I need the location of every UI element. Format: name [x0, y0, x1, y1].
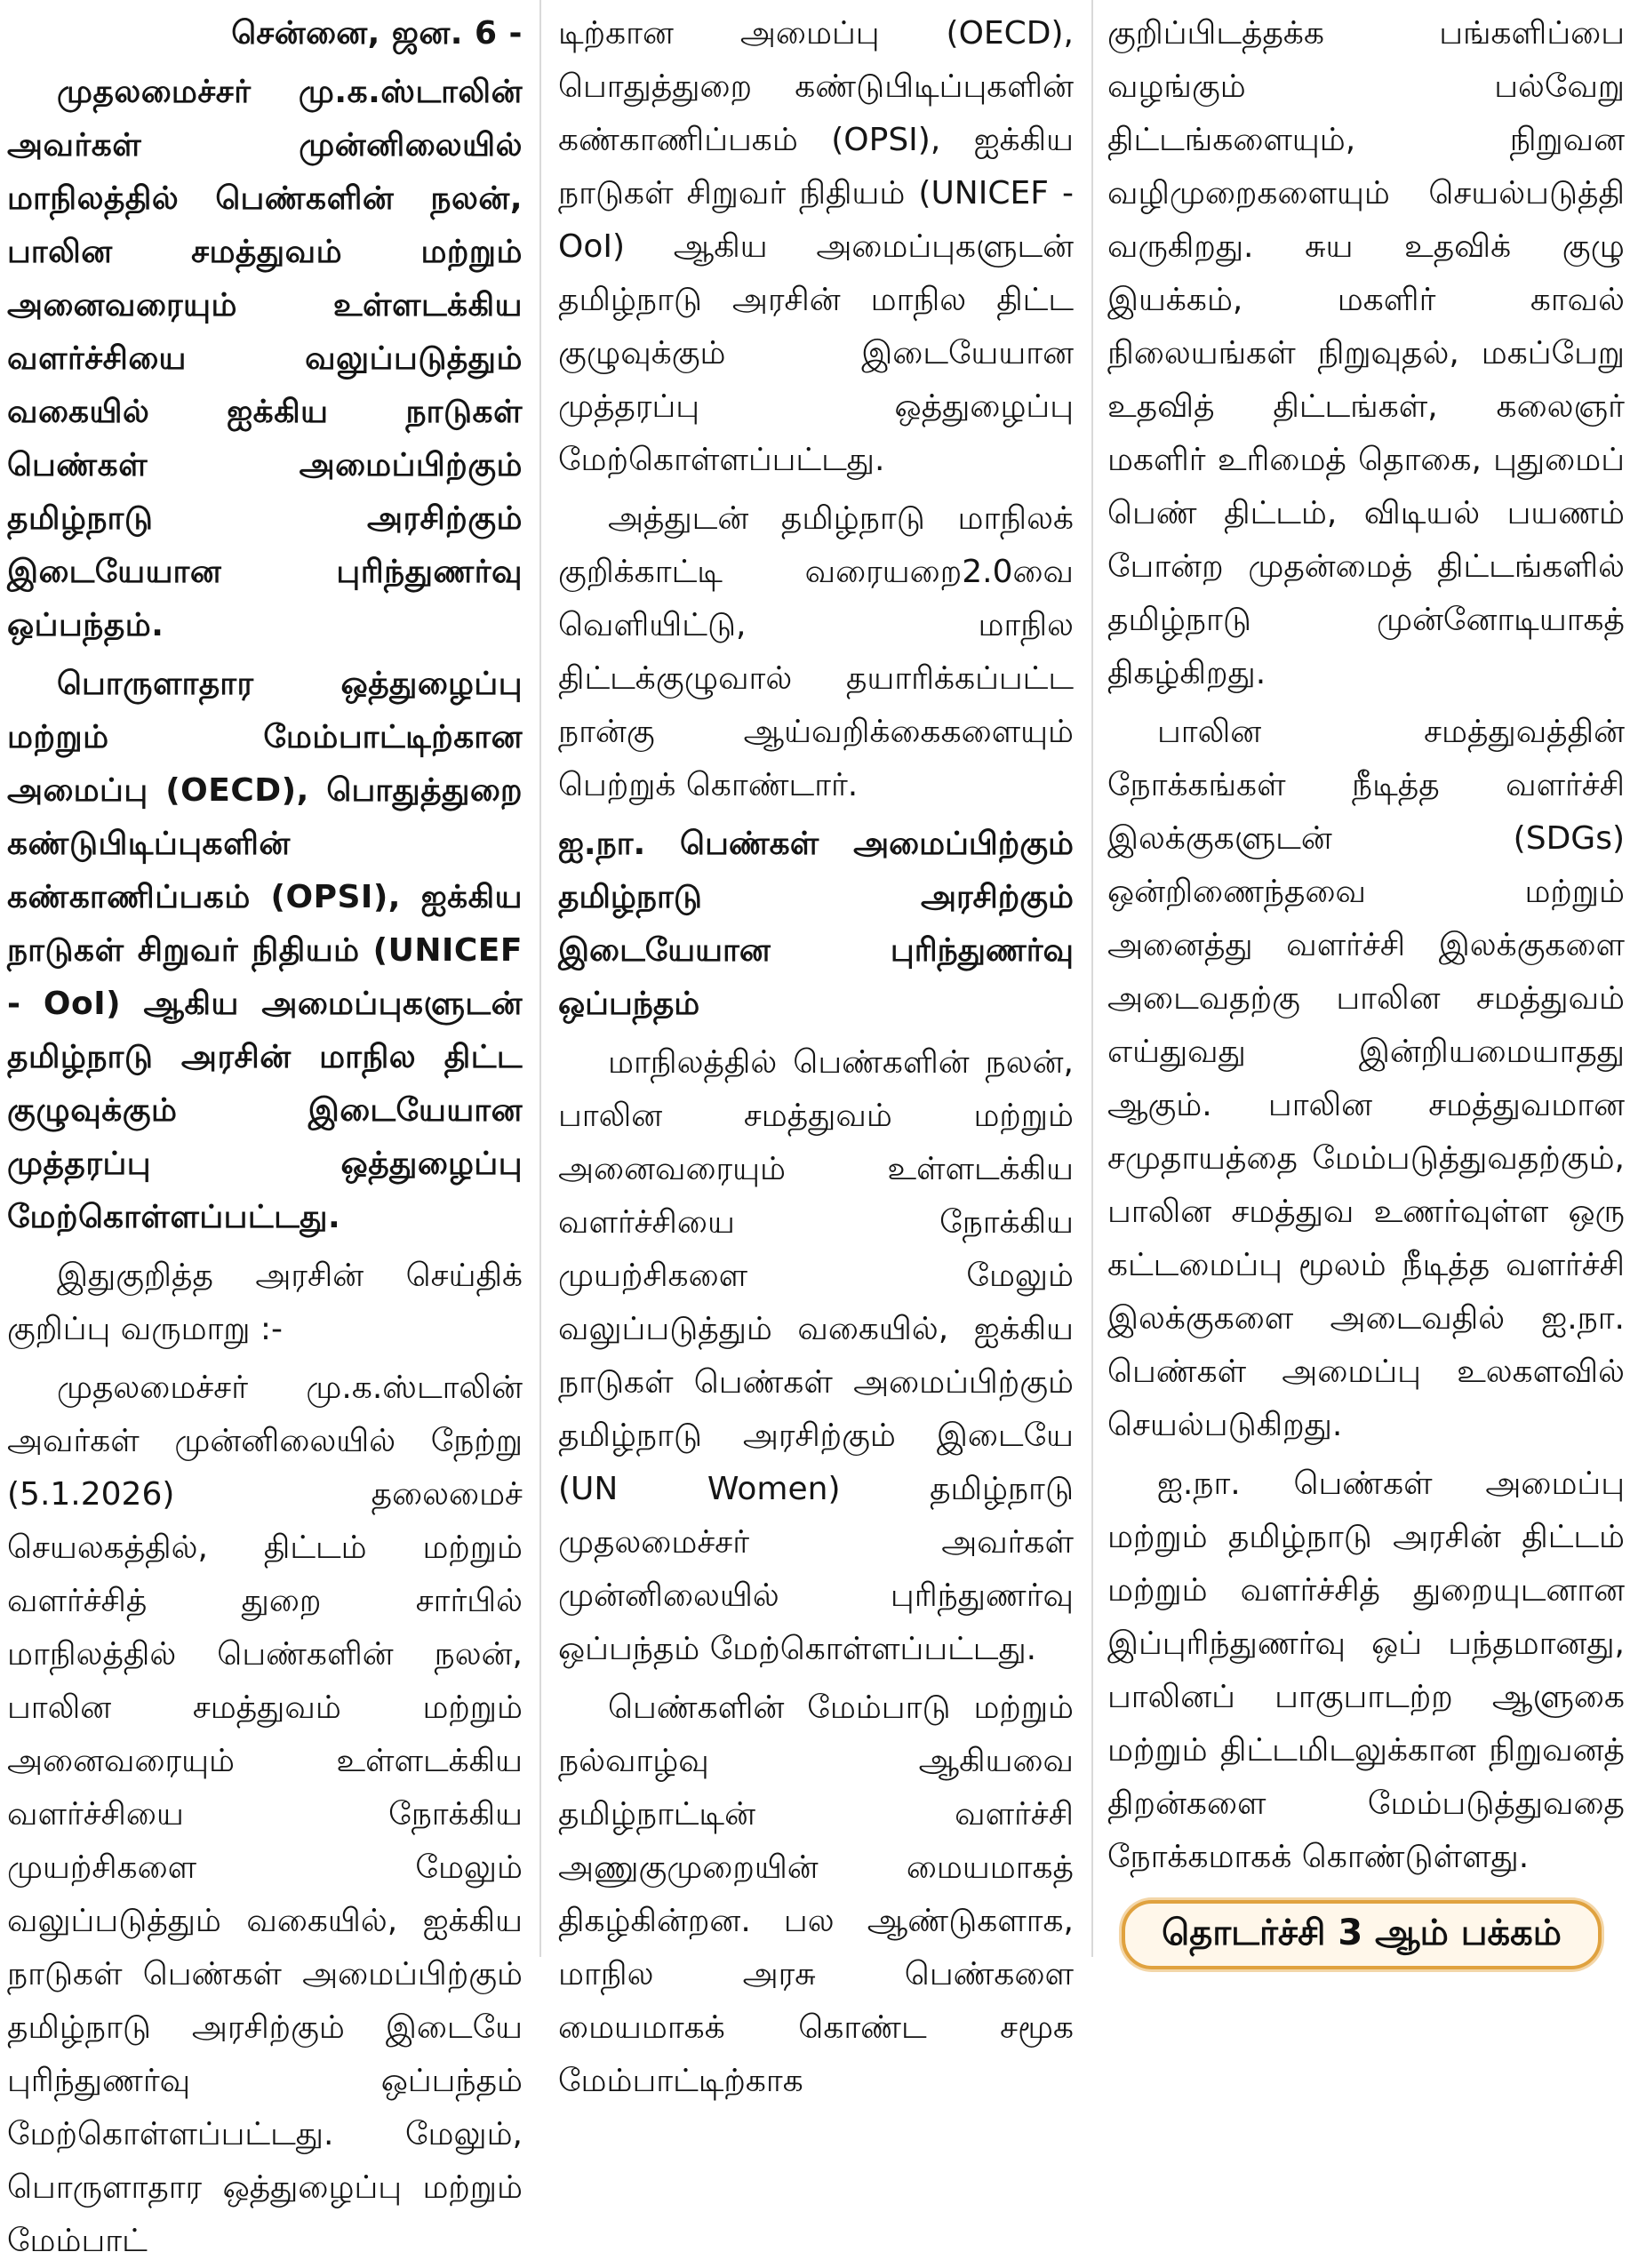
- body-paragraph-5: பாலின சமத்துவத்தின் நோக்கங்கள் நீடித்த வளர்ச்சி இலக்குகளுடன் (SDGs) ஒன்றிணைந்தவை மற்றும் அனைத்து வளர்ச்சி இலக்குகளை அடைவதற்கு பாலின சமத்துவம் எய்துவது இன்றியமையாதது ஆகும். பாலின சமத்துவமான சமுதாயத்தை மேம்படுத்துவதற்கும், பாலின சமத்துவ உணர்வுள்ள ஒரு கட்டமைப்பு மூலம் நீடித்த வளர்ச்சி இலக்குகளை அடைவதில் ஐ.நா. பெண்கள் அமைப்பு உலகளவில் செயல்படுகிறது.: [1107, 714, 1625, 1443]
- column-3: [1102, 0, 1628, 1957]
- column-divider: [1091, 0, 1093, 1957]
- body-paragraph-3: மாநிலத்தில் பெண்களின் நலன், பாலின சமத்துவம் மற்றும் அனைவரையும் உள்ளடக்கிய வளர்ச்சியை நோக்கிய முயற்சிகளை மேலும் வலுப்படுத்தும் வகையில், ஐக்கிய நாடுகள் பெண்கள் அமைப்பிற்கும் தமிழ்நாடு அரசிற்கும் இடையே (UN Women) தமிழ்நாடு முதலமைச்சர் அவர்கள் முன்னிலையில் புரிந்துணர்வு ஒப்பந்தம் மேற்கொள்ளப்பட்டது.: [558, 1044, 1074, 1667]
- column-1: [0, 0, 526, 2259]
- intro-paragraph: இதுகுறித்த அரசின் செய்திக் குறிப்பு வருமாறு :-: [7, 1258, 523, 1347]
- column-divider: [539, 0, 541, 1957]
- subheading: ஐ.நா. பெண்கள் அமைப்பிற்கும் தமிழ்நாடு அரசிற்கும் இடையேயான புரிந்துணர்வு ஒப்பந்தம்: [558, 826, 1074, 1022]
- lead-paragraph-2: பொருளாதார ஒத்துழைப்பு மற்றும் மேம்பாட்டிற்கான அமைப்பு (OECD), பொதுத்துறை கண்டுபிடிப்புகளின் கண்காணிப்பகம் (OPSI), ஐக்கிய நாடுகள் சிறுவர் நிதியம் (UNICEF - OoI) ஆகிய அமைப்புகளுடன் தமிழ்நாடு அரசின் மாநில திட்ட குழுவுக்கும் இடையேயான முத்தரப்பு ஒத்துழைப்பு மேற்கொள்ளப்பட்டது.: [7, 666, 523, 1235]
- body-paragraph-2: அத்துடன் தமிழ்நாடு மாநிலக் குறிக்காட்டி வரையறை2.0வை வெளியிட்டு, மாநில திட்டக்குழுவால் தயாரிக்கப்பட்ட நான்கு ஆய்வறிக்கைகளையும் பெற்றுக் கொண்டார்.: [558, 500, 1074, 803]
- dateline-paragraph: [7, 7, 523, 60]
- body-paragraph-6: ஐ.நா. பெண்கள் அமைப்பு மற்றும் தமிழ்நாடு அரசின் திட்டம் மற்றும் வளர்ச்சித் துறையுடனான இப்புரிந்துணர்வு ஒப் பந்தமானது, பாலினப் பாகுபாடற்ற ஆளுகை மற்றும் திட்டமிடலுக்கான நிறுவனத் திறன்களை மேம்படுத்துவதை நோக்கமாகக் கொண்டுள்ளது.: [1107, 1465, 1625, 1875]
- dateline: சென்னை, ஜன. 6 -: [231, 15, 523, 52]
- lead-paragraph: முதலமைச்சர் மு.க.ஸ்டாலின் அவர்கள் முன்னிலையில் மாநிலத்தில் பெண்களின் நலன், பாலின சமத்துவம் மற்றும் அனைவரையும் உள்ளடக்கிய வளர்ச்சியை வலுப்படுத்தும் வகையில் ஐக்கிய நாடுகள் பெண்கள் அமைப்பிற்கும் தமிழ்நாடு அரசிற்கும் இடையேயான புரிந்துணர்வு ஒப்பந்தம்.: [7, 74, 523, 643]
- continuation-paragraph: டிற்கான அமைப்பு (OECD), பொதுத்துறை கண்டுபிடிப்புகளின் கண்காணிப்பகம் (OPSI), ஐக்கிய நாடுகள் சிறுவர் நிதியம் (UNICEF - OoI) ஆகிய அமைப்புகளுடன் தமிழ்நாடு அரசின் மாநில திட்ட குழுவுக்கும் இடையேயான முத்தரப்பு ஒத்துழைப்பு மேற்கொள்ளப்பட்டது.: [558, 15, 1074, 478]
- body-paragraph-1: முதலமைச்சர் மு.க.ஸ்டாலின் அவர்கள் முன்னிலையில் நேற்று (5.1.2026) தலைமைச் செயலகத்தில், திட்டம் மற்றும் வளர்ச்சித் துறை சார்பில் மாநிலத்தில் பெண்களின் நலன், பாலின சமத்துவம் மற்றும் அனைவரையும் உள்ளடக்கிய வளர்ச்சியை நோக்கிய முயற்சிகளை மேலும் வலுப்படுத்தும் வகையில், ஐக்கிய நாடுகள் பெண்கள் அமைப்பிற்கும் தமிழ்நாடு அரசிற்கும் இடையே புரிந்துணர்வு ஒப்பந்தம் மேற்கொள்ளப்பட்டது. மேலும், பொருளாதார ஒத்துழைப்பு மற்றும் மேம்பாட்: [7, 1370, 523, 2259]
- continued-on-page-label: தொடர்ச்சி 3 ஆம் பக்கம்: [1122, 1900, 1602, 1969]
- continuation-paragraph: குறிப்பிடத்தக்க பங்களிப்பை வழங்கும் பல்வேறு திட்டங்களையும், நிறுவன வழிமுறைகளையும் செயல்படுத்தி வருகிறது. சுய உதவிக் குழு இயக்கம், மகளிர் காவல் நிலையங்கள் நிறுவுதல், மகப்பேறு உதவித் திட்டங்கள், கலைஞர் மகளிர் உரிமைத் தொகை, புதுமைப் பெண் திட்டம், விடியல் பயணம் போன்ற முதன்மைத் திட்டங்களில் தமிழ்நாடு முன்னோடியாகத் திகழ்கிறது.: [1107, 15, 1625, 691]
- body-paragraph-4: பெண்களின் மேம்பாடு மற்றும் நல்வாழ்வு ஆகியவை தமிழ்நாட்டின் வளர்ச்சி அணுகுமுறையின் மையமாகத் திகழ்கின்றன. பல ஆண்டுகளாக, மாநில அரசு பெண்களை மையமாகக் கொண்ட சமூக மேம்பாட்டிற்காக: [558, 1689, 1074, 2099]
- column-2: [551, 0, 1079, 2099]
